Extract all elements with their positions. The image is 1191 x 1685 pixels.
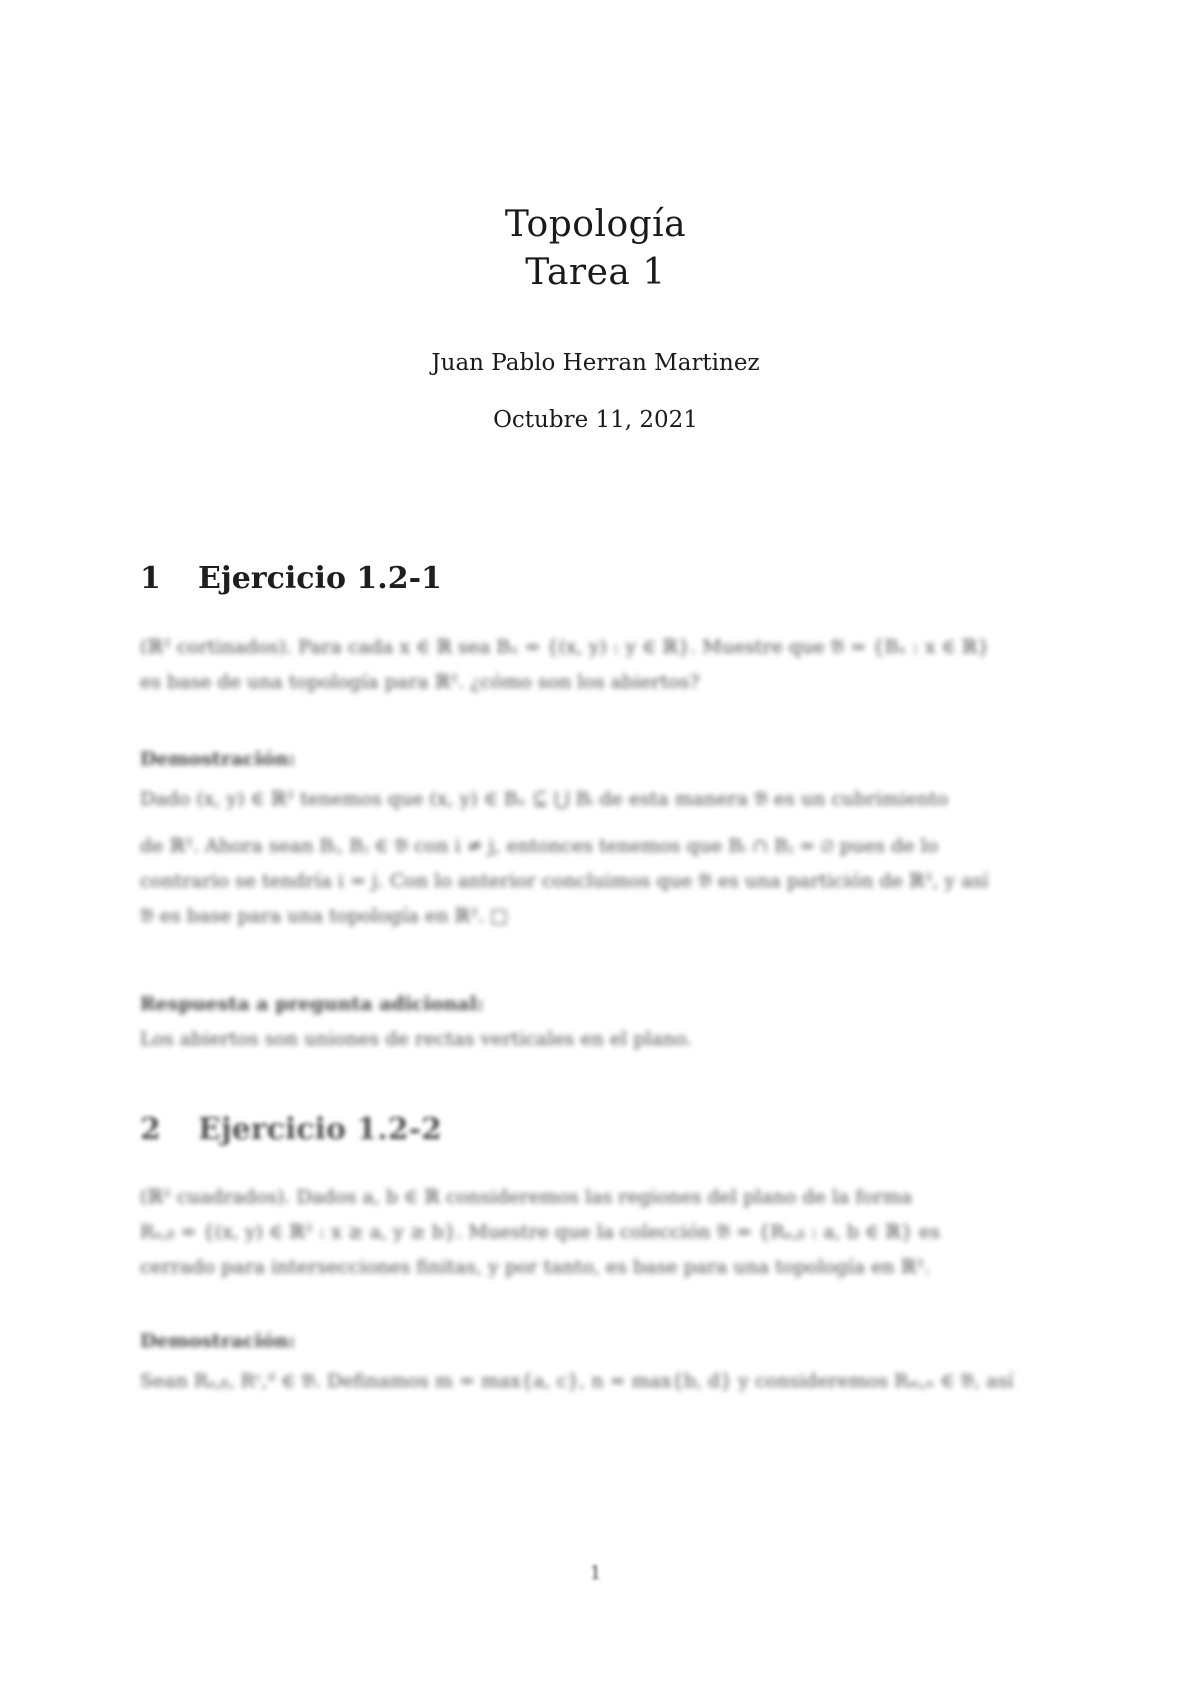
section-1-extra-answer — [140, 1022, 1080, 1057]
section-1-proof — [140, 782, 1080, 934]
section-2-proof — [140, 1364, 1080, 1399]
section-1-heading — [140, 561, 442, 596]
section-1-proof-line-3: contrario se tendría i = j. Con lo anterior concluimos que 𝔅 es una partición de ℝ², y así — [140, 870, 989, 892]
section-1-extra-label: Respuesta a pregunta adicional: — [140, 993, 484, 1015]
section-1-statement-line-1: (ℝ² cortinados). Para cada x ∈ ℝ sea Bₓ = {(x, y) : y ∈ ℝ}. Muestre que 𝔅 = {Bₓ : x ∈ ℝ} — [140, 636, 990, 658]
page-number: 1 — [589, 1562, 602, 1584]
section-1-proof-line-2: de ℝ². Ahora sean Bᵢ, Bⱼ ∈ 𝔅 con i ≠ j, entonces tenemos que Bᵢ ∩ Bⱼ = ∅ pues de lo — [140, 835, 939, 857]
section-2-proof-label: Demostración: — [140, 1330, 296, 1352]
section-2-statement — [140, 1180, 1080, 1285]
document-date: Octubre 11, 2021 — [493, 407, 698, 433]
section-1-statement — [140, 630, 1080, 700]
section-1-proof-line-1: Dado (x, y) ∈ ℝ² tenemos que (x, y) ∈ Bₓ ⊆ ⋃ Bᵢ de esta manera 𝔅 es un cubrimiento — [140, 788, 949, 810]
section-1-number: 1 — [140, 561, 161, 596]
section-2-statement-line-1: (ℝ² cuadrados). Dados a, b ∈ ℝ consideremos las regiones del plano de la forma — [140, 1186, 913, 1208]
author-name: Juan Pablo Herran Martinez — [431, 350, 760, 376]
document-subtitle: Tarea 1 — [525, 252, 666, 293]
section-1-title: Ejercicio 1.2-1 — [198, 561, 442, 596]
section-2-statement-line-2: Rₐ,ᵦ = {(x, y) ∈ ℝ² : x ≥ a, y ≥ b}. Muestre que la colección 𝔅 = {Rₐ,ᵦ : a, b ∈ ℝ} es — [140, 1221, 941, 1243]
section-1-proof-label: Demostración: — [140, 748, 296, 770]
document-title: Topología — [504, 204, 687, 245]
section-2-proof-line-1: Sean Rₐ,ᵦ, Rᶜ,ᵈ ∈ 𝔅. Definamos m = max{a, c}, n = max{b, d} y consideremos Rₘ,ₙ ∈ 𝔅, así — [140, 1370, 1014, 1392]
section-2-number: 2 — [140, 1112, 161, 1147]
section-1-extra-line-1: Los abiertos son uniones de rectas verticales en el plano. — [140, 1028, 693, 1050]
section-1-statement-line-2: es base de una topología para ℝ². ¿cómo son los abiertos? — [140, 671, 700, 693]
section-2-title: Ejercicio 1.2-2 — [198, 1112, 442, 1147]
section-2-heading — [140, 1112, 442, 1147]
section-1-proof-line-4: 𝔅 es base para una topología en ℝ². □ — [140, 905, 508, 927]
section-2-statement-line-3: cerrado para intersecciones finitas, y por tanto, es base para una topología en ℝ². — [140, 1256, 931, 1278]
